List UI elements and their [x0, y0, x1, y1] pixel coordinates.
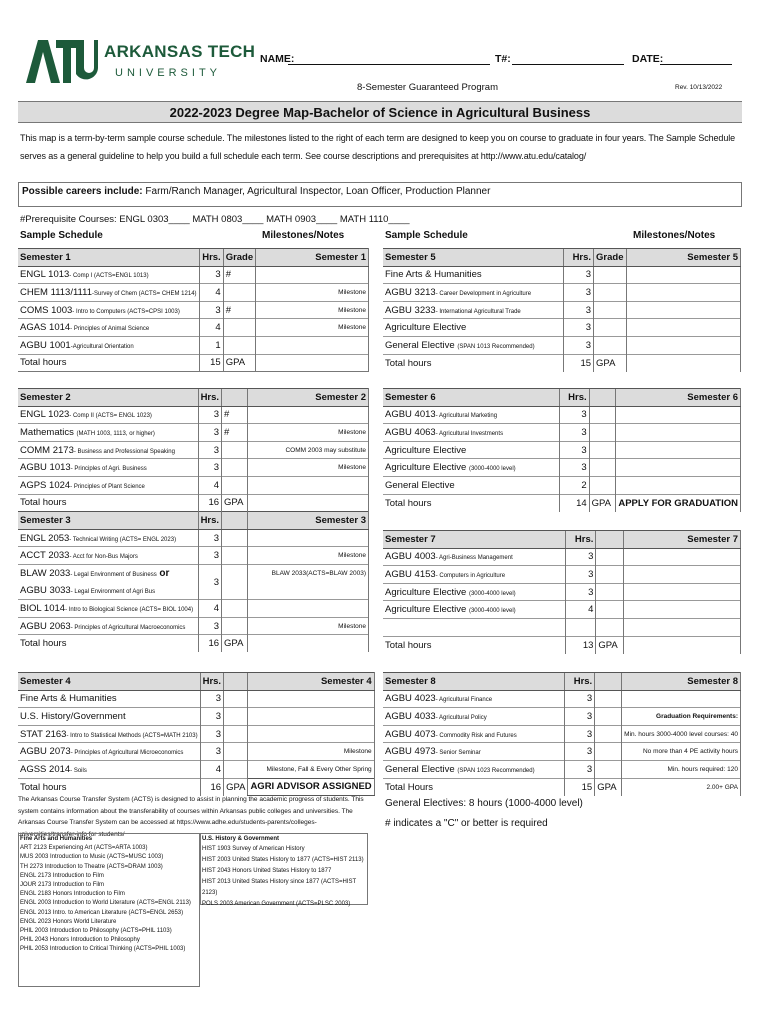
- table-row: AGBU 3033- Legal Environment of Agri Bus: [18, 582, 369, 600]
- table-row: ENGL 1023- Comp II (ACTS= ENGL 1023) 3 #: [18, 406, 369, 424]
- semester-3-title: Semester 3: [18, 512, 198, 530]
- table-row: ACCT 2033- Acct for Non-Bus Majors 3 Milestone: [18, 547, 369, 565]
- table-row: Agriculture Elective 3: [383, 441, 741, 459]
- table-row: COMM 2173- Business and Professional Speaking 3 COMM 2003 may substitute: [18, 441, 369, 459]
- hrs-header: Hrs.: [200, 249, 223, 267]
- careers-text: Farm/Ranch Manager, Agricultural Inspector, Loan Officer, Production Planner: [145, 186, 491, 197]
- list-item: ENGL 2013 Intro. to American Literature (ACTS=ENGL 2653): [20, 909, 184, 916]
- fine-arts-list: [18, 833, 200, 987]
- tnum-label: T#:: [495, 53, 511, 65]
- milestones-label-left: Milestones/Notes: [262, 230, 345, 241]
- table-row: Agriculture Elective (3000-4000 level) 4: [383, 601, 741, 619]
- table-row: Fine Arts & Humanities 3: [383, 266, 741, 284]
- table-row: AGBU 4003- Agri-Business Management 3: [383, 548, 741, 566]
- semester-1-title: Semester 1: [18, 249, 200, 267]
- atu-logo-mark: [24, 38, 98, 84]
- table-row: ENGL 2053- Technical Writing (ACTS= ENGL 2023) 3: [18, 529, 369, 547]
- table-row: AGBU 4153- Computers in Agriculture 3: [383, 566, 741, 584]
- table-row: AGBU 4023- Agricultural Finance 3: [383, 690, 741, 708]
- sample-schedule-label-right: Sample Schedule: [385, 230, 468, 241]
- page-title: 2022-2023 Degree Map-Bachelor of Science in Agricultural Business: [18, 101, 742, 123]
- table-row: General Elective (SPAN 1023 Recommended) 3 Min. hours required: 120: [383, 760, 741, 778]
- us-history-list: [200, 833, 368, 908]
- program-label: 8-Semester Guaranteed Program: [357, 82, 498, 93]
- list-item: ART 2123 Experiencing Art (ACTS=ARTA 1003): [20, 845, 148, 852]
- list-item: HIST 2043 Honors United States History to 1877: [202, 868, 332, 875]
- table-row: CHEM 1113/1111-Survey of Chem (ACTS= CHEM 1214) 4 Milestone: [18, 284, 369, 302]
- total-row: Total hours 16 GPA: [18, 635, 369, 653]
- table-row: COMS 1003- Intro to Computers (ACTS=CPSI 1003) 3 # Milestone: [18, 301, 369, 319]
- table-row: AGBU 3233- International Agricultural Trade 3: [383, 301, 741, 319]
- c-grade-note: # indicates a "C" or better is required: [385, 818, 548, 829]
- list-item: PHIL 2053 Introduction to Critical Thinking (ACTS=PHIL 1003): [20, 946, 186, 953]
- total-row: Total hours 16 GPA: [18, 494, 369, 512]
- acts-transfer-note: The Arkansas Course Transfer System (ACTS) is designed to assist in planning the academic progress of students. This system contains information about the transferability of courses within Arkansas public colleges and universities. The Arkansas Course Transfer System can be accessed at https://www.adhe.edu/students-parents/colleges-universities/transfer-info for students/: [18, 796, 364, 838]
- table-row: General Elective 2: [383, 476, 741, 494]
- logo-name: ARKANSAS TECH: [104, 42, 256, 61]
- table-row: Agriculture Elective (3000-4000 level) 3: [383, 459, 741, 477]
- list-item: ENGL 2003 Introduction to World Literature (ACTS=ENGL 2113): [20, 900, 191, 907]
- table-row: AGBU 4013- Agricultural Marketing 3: [383, 406, 741, 424]
- table-row: Agriculture Elective 3: [383, 319, 741, 337]
- table-row: General Elective (SPAN 1013 Recommended) 3: [383, 336, 741, 354]
- logo-university: UNIVERSITY: [115, 67, 222, 79]
- table-row: U.S. History/Government 3: [18, 708, 374, 726]
- semester-2-title: Semester 2: [18, 389, 198, 407]
- table-row: AGBU 3213- Career Development in Agriculture 3: [383, 284, 741, 302]
- apply-graduation-note: APPLY FOR GRADUATION: [616, 494, 741, 512]
- semester-8-table: Semester 8 Hrs. Semester 8 AGBU 4023- Agricultural Finance 3 AGBU 4033- Agricultural Policy 3 Graduation Requirements: AGBU 4073- Commodity Risk and Futures 3 Min. hours 3000-4000 level courses: 40 AGBU 4973- Senior Seminar 3 No more than 4 PE activity hours General Elective (SPAN 1023 Recommended) 3 Min. hours required: 120 Total Hours 15 GPA 2.00+ GPA: [383, 672, 741, 796]
- table-row: AGBU 4033- Agricultural Policy 3 Graduation Requirements:: [383, 708, 741, 726]
- total-row: Total hours 16 GPA AGRI ADVISOR ASSIGNED: [18, 778, 374, 796]
- table-row: BLAW 2033- Legal Environment of Business or 3 BLAW 2033(ACTS=BLAW 2003): [18, 564, 369, 582]
- table-row: AGBU 2073- Principles of Agricultural Microeconomics 3 Milestone: [18, 743, 374, 761]
- sample-schedule-label-left: Sample Schedule: [20, 230, 103, 241]
- list-item: PHIL 2003 Introduction to Philosophy (ACTS=PHIL 1103): [20, 928, 172, 935]
- semester-1-table: [18, 248, 369, 372]
- list-item: HIST 2013 United States History since 1877 (ACTS=HIST 2123): [202, 879, 357, 897]
- table-row: ENGL 1013- Comp I (ACTS=ENGL 1013) 3 #: [18, 266, 369, 284]
- semester-1-milestone-title: Semester 1: [256, 249, 369, 267]
- milestones-label-right: Milestones/Notes: [633, 230, 716, 241]
- total-row: Total hours 15 GPA: [18, 354, 369, 372]
- list-item: ENGL 2023 Honors World Literature: [20, 918, 117, 925]
- table-row: AGSS 2014- Soils 4 Milestone, Fall & Every Other Spring: [18, 760, 374, 778]
- atu-logo-mark-text: [60, 67, 61, 68]
- grade-header: Grade: [223, 249, 255, 267]
- table-row: Fine Arts & Humanities 3: [18, 690, 374, 708]
- date-field[interactable]: [660, 64, 732, 65]
- fine-arts-title: Fine Arts and Humanities: [20, 836, 93, 842]
- semester-7-table: Semester 7 Hrs. Semester 7 AGBU 4003- Agri-Business Management 3 AGBU 4153- Computers in Agriculture 3 Agriculture Elective (3000-4000 level) 3 Agriculture Elective (3000-4000 level) 4 Total hours 13 GPA: [383, 530, 741, 654]
- semester-6-table: Semester 6 Hrs. Semester 6 AGBU 4013- Agricultural Marketing 3 AGBU 4063- Agricultural Investments 3 Agriculture Elective 3 Agriculture Elective (3000-4000 level) 3 General Elective 2 Total hours 14 GPA APPLY FOR GRADUATION: [383, 388, 741, 512]
- list-item: HIST 2003 United States History to 1877 (ACTS=HIST 2113): [202, 857, 364, 864]
- table-row: Agriculture Elective (3000-4000 level) 3: [383, 583, 741, 601]
- list-item: TH 2273 Introduction to Theatre (ACTS=DRAM 1003): [20, 863, 163, 870]
- semester-5-table: Semester 5 Hrs. Grade Semester 5 Fine Arts & Humanities 3 AGBU 3213- Career Development in Agriculture 3 AGBU 3233- International Agricultural Trade 3 Agriculture Elective 3 General Elective (SPAN 1013 Recommended) 3 Total hours 15 GPA: [383, 248, 741, 372]
- list-item: MUS 2003 Introduction to Music (ACTS=MUSC 1003): [20, 854, 164, 861]
- tnum-field[interactable]: [512, 64, 624, 65]
- name-label: NAME:: [260, 53, 295, 65]
- table-row: AGBU 1001-Agricultural Orientation 1: [18, 336, 369, 354]
- table-row: AGBU 1013- Principles of Agri. Business 3 Milestone: [18, 459, 369, 477]
- table-row: AGAS 1014- Principles of Animal Science 4 Milestone: [18, 319, 369, 337]
- table-row: AGBU 2063- Principles of Agricultural Macroeconomics 3 Milestone: [18, 617, 369, 635]
- table-row: AGPS 1024- Principles of Plant Science 4: [18, 476, 369, 494]
- us-history-title: U.S. History & Government: [202, 836, 280, 842]
- list-item: POLS 2003 American Government (ACTS=PLSC 2003): [202, 901, 351, 908]
- prerequisite-courses: #Prerequisite Courses: ENGL 0303____ MATH 0803____ MATH 0903____ MATH 1110____: [20, 214, 410, 225]
- list-item: ENGL 2183 Honors Introduction to Film: [20, 891, 125, 898]
- table-row: STAT 2163- Intro to Statistical Methods (ACTS=MATH 2103) 3: [18, 725, 374, 743]
- date-label: DATE:: [632, 53, 664, 65]
- semester-5-title: Semester 5: [383, 249, 564, 267]
- table-row: Mathematics (MATH 1003, 1113, or higher) 3 # Milestone: [18, 424, 369, 442]
- general-electives-note: General Electives: 8 hours (1000-4000 level): [385, 798, 583, 809]
- list-item: JOUR 2173 Introduction to Film: [20, 882, 105, 889]
- semester-6-title: Semester 6: [383, 389, 560, 407]
- semester-4-title: Semester 4: [18, 673, 200, 691]
- list-item: PHIL 2043 Honors Introduction to Philosophy: [20, 937, 140, 944]
- intro-text: This map is a term-by-term sample course schedule. The milestones listed to the right of each term are designed to keep you on course to graduate in four years. The Sample Schedule serves as a general guideline to help you build a full schedule each term. See course descriptions and prerequisites at http://www.atu.edu/catalog/: [20, 133, 736, 161]
- list-item: HIST 1903 Survey of American History: [202, 846, 305, 853]
- total-row: Total Hours 15 GPA 2.00+ GPA: [383, 778, 741, 796]
- careers-label: Possible careers include:: [22, 186, 143, 197]
- semester-8-title: Semester 8: [383, 673, 565, 691]
- advisor-note: AGRI ADVISOR ASSIGNED: [248, 778, 374, 796]
- careers-box: [18, 182, 742, 207]
- revision-date: Rev. 10/13/2022: [675, 84, 723, 91]
- list-item: ENGL 2173 Introduction to Film: [20, 872, 104, 879]
- total-row: Total hours 14 GPA APPLY FOR GRADUATION: [383, 494, 741, 512]
- semester-7-title: Semester 7: [383, 531, 566, 549]
- semester-2-table: Semester 2 Hrs. Semester 2 ENGL 1023- Comp II (ACTS= ENGL 1023) 3 # Mathematics (MATH 1003, 1113, or higher) 3 # Milestone COMM 2173- Business and Professional Speaking 3 COMM 2003 may substitute AGBU 1013- Principles of Agri. Business 3 Milestone AGPS 1024- Principles of Plant Science 4 Total hours 16 GPA Semester 3 Hrs. Semester 3 ENGL 2053- Technical Writing (ACTS= ENGL 2023) 3 ACCT 2033- Acct for Non-Bus Majors 3 Milestone BLAW 2033- Legal Environment of Business or 3 BLAW 2033(ACTS=BLAW 2003) AGBU 3033- Legal Environment of Agri Bus BIOL 1014- Intro to Biological Science (ACTS= BIOL 1004) 4 AGBU 2063- Principles of Agricultural Macroeconomics 3 Milestone Total hours 16 GPA: [18, 388, 369, 652]
- table-row: AGBU 4073- Commodity Risk and Futures 3 Min. hours 3000-4000 level courses: 40: [383, 725, 741, 743]
- semester-4-table: Semester 4 Hrs. Semester 4 Fine Arts & Humanities 3 U.S. History/Government 3 STAT 2163- Intro to Statistical Methods (ACTS=MATH 2103) 3 AGBU 2073- Principles of Agricultural Microeconomics 3 Milestone AGSS 2014- Soils 4 Milestone, Fall & Every Other Spring Total hours 16 GPA AGRI ADVISOR ASSIGNED: [18, 672, 375, 796]
- table-row: AGBU 4063- Agricultural Investments 3: [383, 424, 741, 442]
- table-row: AGBU 4973- Senior Seminar 3 No more than 4 PE activity hours: [383, 743, 741, 761]
- total-row: Total hours 15 GPA: [383, 354, 741, 372]
- table-row: BIOL 1014- Intro to Biological Science (ACTS= BIOL 1004) 4: [18, 600, 369, 618]
- total-row: Total hours 13 GPA: [383, 636, 741, 654]
- name-field[interactable]: [288, 64, 490, 65]
